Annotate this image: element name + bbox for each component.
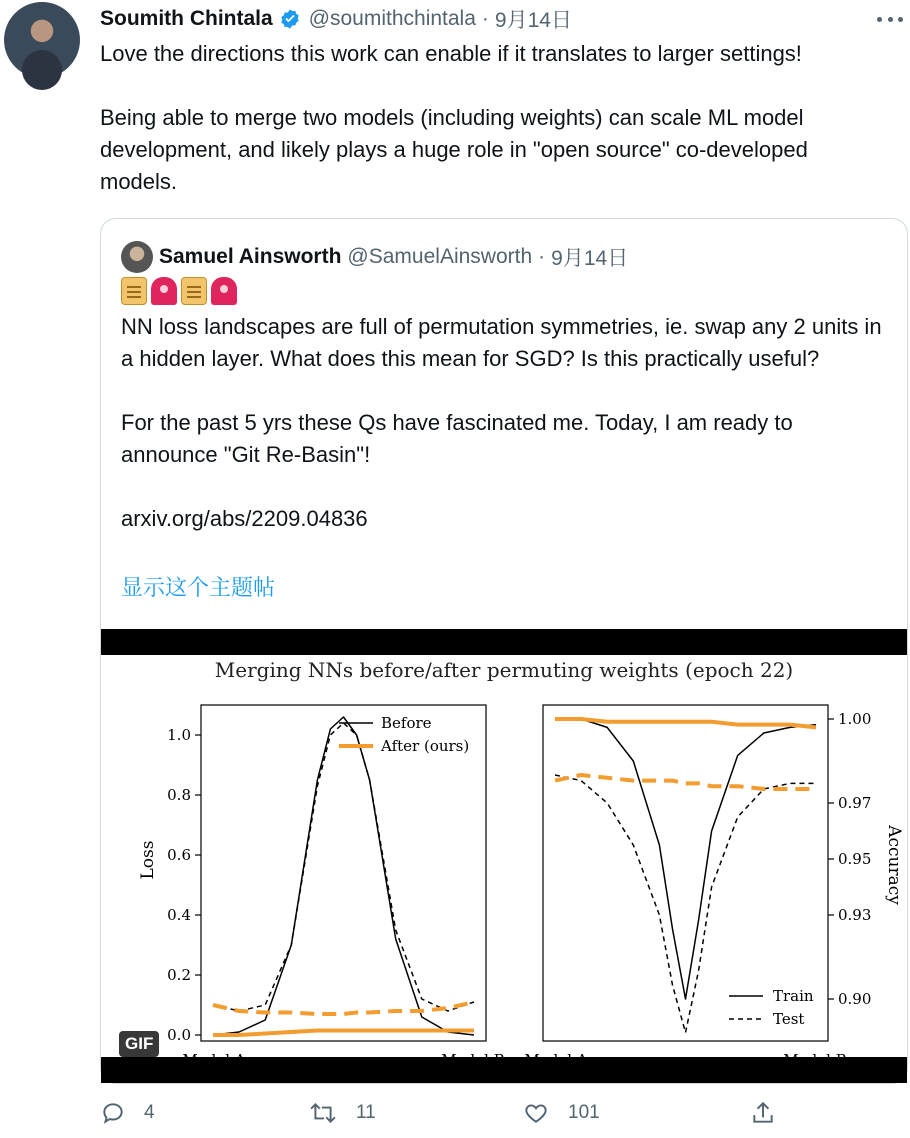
accuracy-y-tick-label: 0.90 (838, 990, 872, 1008)
loss-y-tick-label: 0.0 (167, 1026, 191, 1044)
quoted-text: NN loss landscapes are full of permutation symmetries, ie. swap any 2 units in a hidden layer. What does this mean for SGD? Is this practically useful? For the past 5 yrs these Qs have fascinated me. Today, I am ready to announce "Git Re-Basin"! arxiv.org/abs/2209.04836 (121, 314, 882, 531)
gif-media[interactable] (101, 629, 907, 1083)
share-button[interactable] (750, 1100, 776, 1126)
left-x-tick-model-b: Model B (441, 1051, 505, 1069)
accuracy-y-tick-label: 0.93 (838, 906, 872, 924)
quoted-author-handle: @SamuelAinsworth (347, 245, 533, 268)
left-legend (339, 714, 469, 755)
quoted-avatar (121, 241, 153, 273)
separator-dot: · (481, 7, 489, 30)
author-avatar[interactable] (4, 2, 80, 78)
share-icon (750, 1100, 776, 1126)
left-plot-frame (201, 705, 486, 1041)
right-x-tick-model-b: Model B (783, 1051, 847, 1069)
loss-y-tick-label: 0.6 (167, 846, 191, 864)
legend-train: Train (773, 987, 814, 1005)
loss-y-tick-label: 1.0 (167, 726, 191, 744)
more-options-icon[interactable] (877, 12, 903, 26)
right-x-tick-model-a: Model A (524, 1051, 588, 1069)
verified-badge-icon (279, 8, 301, 30)
legend-test: Test (773, 1010, 805, 1028)
accuracy-y-tick-label: 0.97 (838, 794, 872, 812)
emoji-row (121, 277, 237, 305)
retweet-count: 11 (356, 1102, 376, 1123)
left-x-tick-model-a: Model A (182, 1051, 246, 1069)
author-handle[interactable]: @soumithchintala (308, 7, 476, 30)
tweet-text: Love the directions this work can enable if it translates to larger settings! Being able to merge two models (including weights) can scale ML model development, and likely plays a huge role in "open source" co-developed models. (100, 41, 808, 194)
reply-count: 4 (144, 1102, 155, 1123)
legend-after: After (ours) (381, 737, 470, 755)
tweet-header (100, 4, 900, 34)
chart-figure (101, 655, 907, 1069)
loss-series-line-2 (213, 1031, 474, 1036)
reply-button[interactable] (100, 1100, 155, 1126)
like-count: 101 (568, 1102, 600, 1123)
right-y-axis-label: Accuracy (884, 825, 904, 905)
loss-y-tick-label: 0.2 (167, 966, 191, 984)
siren-icon (151, 277, 177, 305)
retweet-icon (308, 1100, 338, 1126)
author-name[interactable]: Soumith Chintala (100, 7, 273, 30)
accuracy-y-tick-label: 1.00 (838, 710, 872, 728)
quoted-tweet[interactable] (100, 218, 908, 1084)
scroll-icon (121, 277, 147, 305)
scroll-icon (181, 277, 207, 305)
accuracy-series-line-0 (555, 719, 816, 999)
quoted-date: 9月14日 (551, 247, 629, 270)
loss-y-tick-label: 0.4 (167, 906, 191, 924)
left-y-axis-label: Loss (138, 840, 158, 880)
siren-icon (211, 277, 237, 305)
gif-badge: GIF (119, 1031, 159, 1057)
retweet-button[interactable] (308, 1100, 376, 1126)
tweet-date[interactable]: 9月14日 (494, 9, 572, 32)
quoted-header (121, 241, 628, 273)
loss-series-line-0 (213, 717, 474, 1035)
chart-svg (101, 655, 907, 1069)
right-legend (729, 987, 814, 1028)
legend-before: Before (381, 714, 432, 732)
chart-title: Merging NNs before/after permuting weights (epoch 22) (214, 658, 794, 682)
heart-icon (522, 1100, 550, 1126)
like-button[interactable] (522, 1100, 600, 1126)
show-thread-link[interactable]: 显示这个主题帖 (121, 575, 276, 600)
accuracy-y-tick-label: 0.95 (838, 850, 872, 868)
action-bar (100, 1100, 800, 1136)
quoted-author-name: Samuel Ainsworth (159, 245, 342, 268)
loss-series-line-1 (213, 723, 474, 1011)
reply-icon (100, 1100, 126, 1126)
loss-y-tick-label: 0.8 (167, 786, 191, 804)
separator-dot: · (538, 245, 546, 268)
